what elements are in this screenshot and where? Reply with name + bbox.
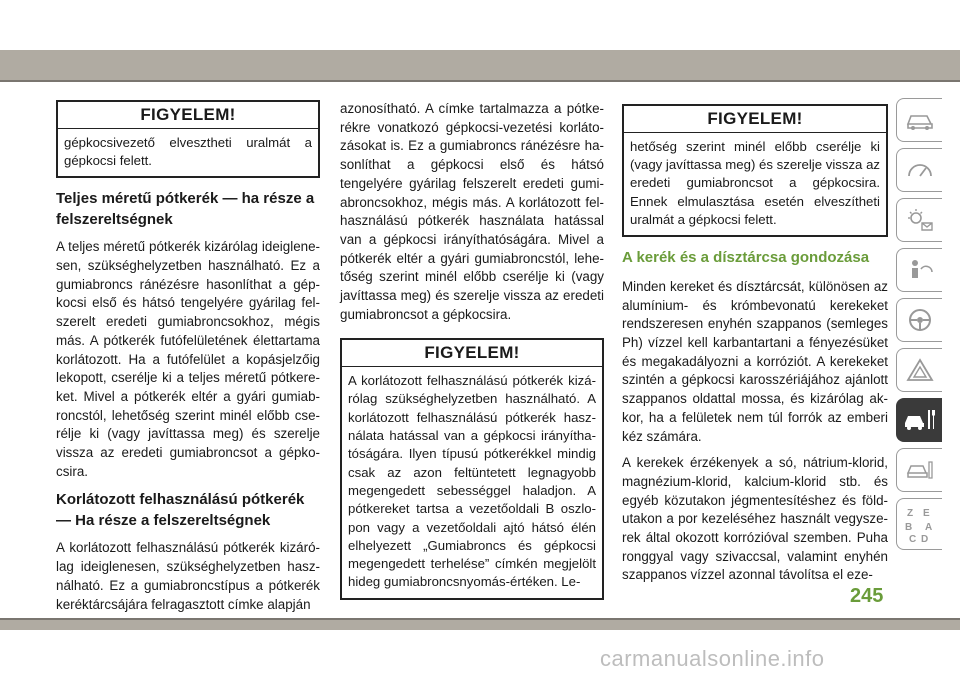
warning-box-1 [56, 100, 320, 178]
watermark: carmanualsonline.info [600, 646, 825, 671]
chapter-tabs [896, 98, 944, 556]
service-tools-icon[interactable] [896, 398, 942, 442]
svg-text:Z: Z [906, 508, 913, 519]
paragraph: A kerekek érzékenyek a só, nátrium-klorid, magnézium-klorid, kalcium-klorid stb. és egyéb közutakon jégmentesítéshez és föld-utakon a por kezeléséhez használt vegysze-rek által okozott korrózióval szemben. Puha ronggyal vagy szivaccsal, valamint enyhén szappanos vízzel azonnal távolítsa el eze- [622, 455, 888, 583]
warning-box-2 [340, 338, 604, 599]
paragraph: Minden kereket és dísztárcsát, különösen az alumínium- és krómbevonatú kerekeket rendszeresen enyhén szappanos (semleges Ph) vízzel kell karbantartani a fényezésüket és megakadályozni a korróziót. A kerekeket szintén a gépkocsi karosszériájához ajánlott szappanos oldattal mossa, és kizárólag ak-kor, ha a felületek nem túl forrók az emberi kéz számára. [622, 278, 888, 444]
warning-title: FIGYELEM! [342, 340, 602, 367]
column-middle [340, 100, 604, 610]
airbag-icon[interactable] [896, 248, 942, 292]
car-info-icon[interactable] [896, 98, 942, 142]
steering-wheel-icon[interactable] [896, 298, 942, 342]
index-icon[interactable] [896, 498, 942, 550]
paragraph: azonosítható. A címke tartalmazza a pótke-rékre vonatkozó gépkocsi-vezetési korláto-zásokat is. Ez a gumiabroncs ránézésre ha-sonlíthat a gépkocsi első és hátsó tengelyére gyárilag felszerelt eredeti gumi-abroncsokhoz, mégis más. A korlátozott fel-használású pótkerék használata hatással van a gépkocsi irányíthatóságára. Mivel a pótkerék eltér a gyári gumiabroncstól, lehe-tőség szerint minél előbb cserélje ki (vagy javíttassa meg) és szerelje vissza az eredeti gumiabroncsot a gépkocsira. [340, 101, 604, 322]
page-number: 245 [850, 585, 884, 607]
warning-text: hetőség szerint minél előbb cserélje ki (vagy javíttassa meg) és szerelje vissza az eredeti gumiabroncsot a gépkocsira. Ennek elmulasztása esetén elveszítheti uralmát a gépkocsi felett. [630, 138, 880, 227]
svg-text:A: A [924, 522, 932, 533]
svg-text:D: D [920, 534, 928, 544]
footer-band [0, 620, 960, 630]
section-heading-limited-spare: Korlátozott felhasználású pótkerék — Ha része a felszereltségnek [56, 491, 305, 530]
warning-text: gépkocsivezető elvesztheti uralmát a gépkocsi felett. [64, 134, 312, 168]
warning-box-3 [622, 104, 888, 237]
warning-title: FIGYELEM! [58, 102, 318, 129]
paragraph: A korlátozott felhasználású pótkerék kizáró-lag ideiglenesen, szükséghelyzetben hasz-nálható. Ez a gumiabroncstípus a pótkerék keréktárcsájára felragasztott címke alapján [56, 540, 320, 612]
warning-lights-icon[interactable] [896, 198, 942, 242]
section-heading-full-size-spare: Teljes méretű pótkerék — ha része a felszereltségnek [56, 190, 315, 229]
section-heading-wheel-care: A kerék és a dísztárcsa gondozása [622, 249, 870, 267]
warning-title: FIGYELEM! [624, 106, 886, 133]
warning-text: A korlátozott felhasználású pótkerék kizá-rólag szükséghelyzetben használható. A korlátozott felhasználású pótkerék hasz-nálata hatással van a gépkocsi irányítha-tóságára. Ilyen típusú pótkerékkel mindig csak az azon feltüntetett legnagyobb megengedett sebességgel haladjon. A pótkereket tartsa a vezetőoldali B oszlo-pon vagy a vezetőoldali ajtó hátsó élén elhelyezett „Gumiabroncs és gépkocsi megengedett terhelése” címkén megjelölt hideg gumiabroncsnyomás-értéken. Le- [348, 373, 596, 590]
page-top-margin [0, 0, 960, 50]
paragraph: A teljes méretű pótkerék kizárólag ideiglene-sen, szükséghelyzetben használható. Ez a gumiabroncs ránézésre hasonlíthat a gép-kocsi első és hátsó tengelyére gyárilag fel-szerelt eredeti gumiabroncsokhoz, mégis más. A pótkerék futófelületének élettartama korlátozott. Ha a futófelület a kopásjelzőig lekopott, cserélje ki a teljes méretű pótkere-ket. Mivel a pótkerék eltér a gyári gumiab-roncstól, lehetőség szerint minél előbb cse-rélje ki (vagy javíttassa meg) és szerelje vissza az eredeti gumiabroncsot a gépko-csira. [56, 239, 320, 479]
svg-text:C: C [908, 534, 916, 544]
header-band [0, 50, 960, 80]
column-right [622, 104, 888, 593]
column-left [56, 100, 320, 622]
hazard-icon[interactable] [896, 348, 942, 392]
svg-text:B: B [904, 522, 912, 533]
svg-text:E: E [922, 508, 930, 519]
specifications-icon[interactable] [896, 448, 942, 492]
header-rule [0, 80, 960, 82]
dashboard-icon[interactable] [896, 148, 942, 192]
